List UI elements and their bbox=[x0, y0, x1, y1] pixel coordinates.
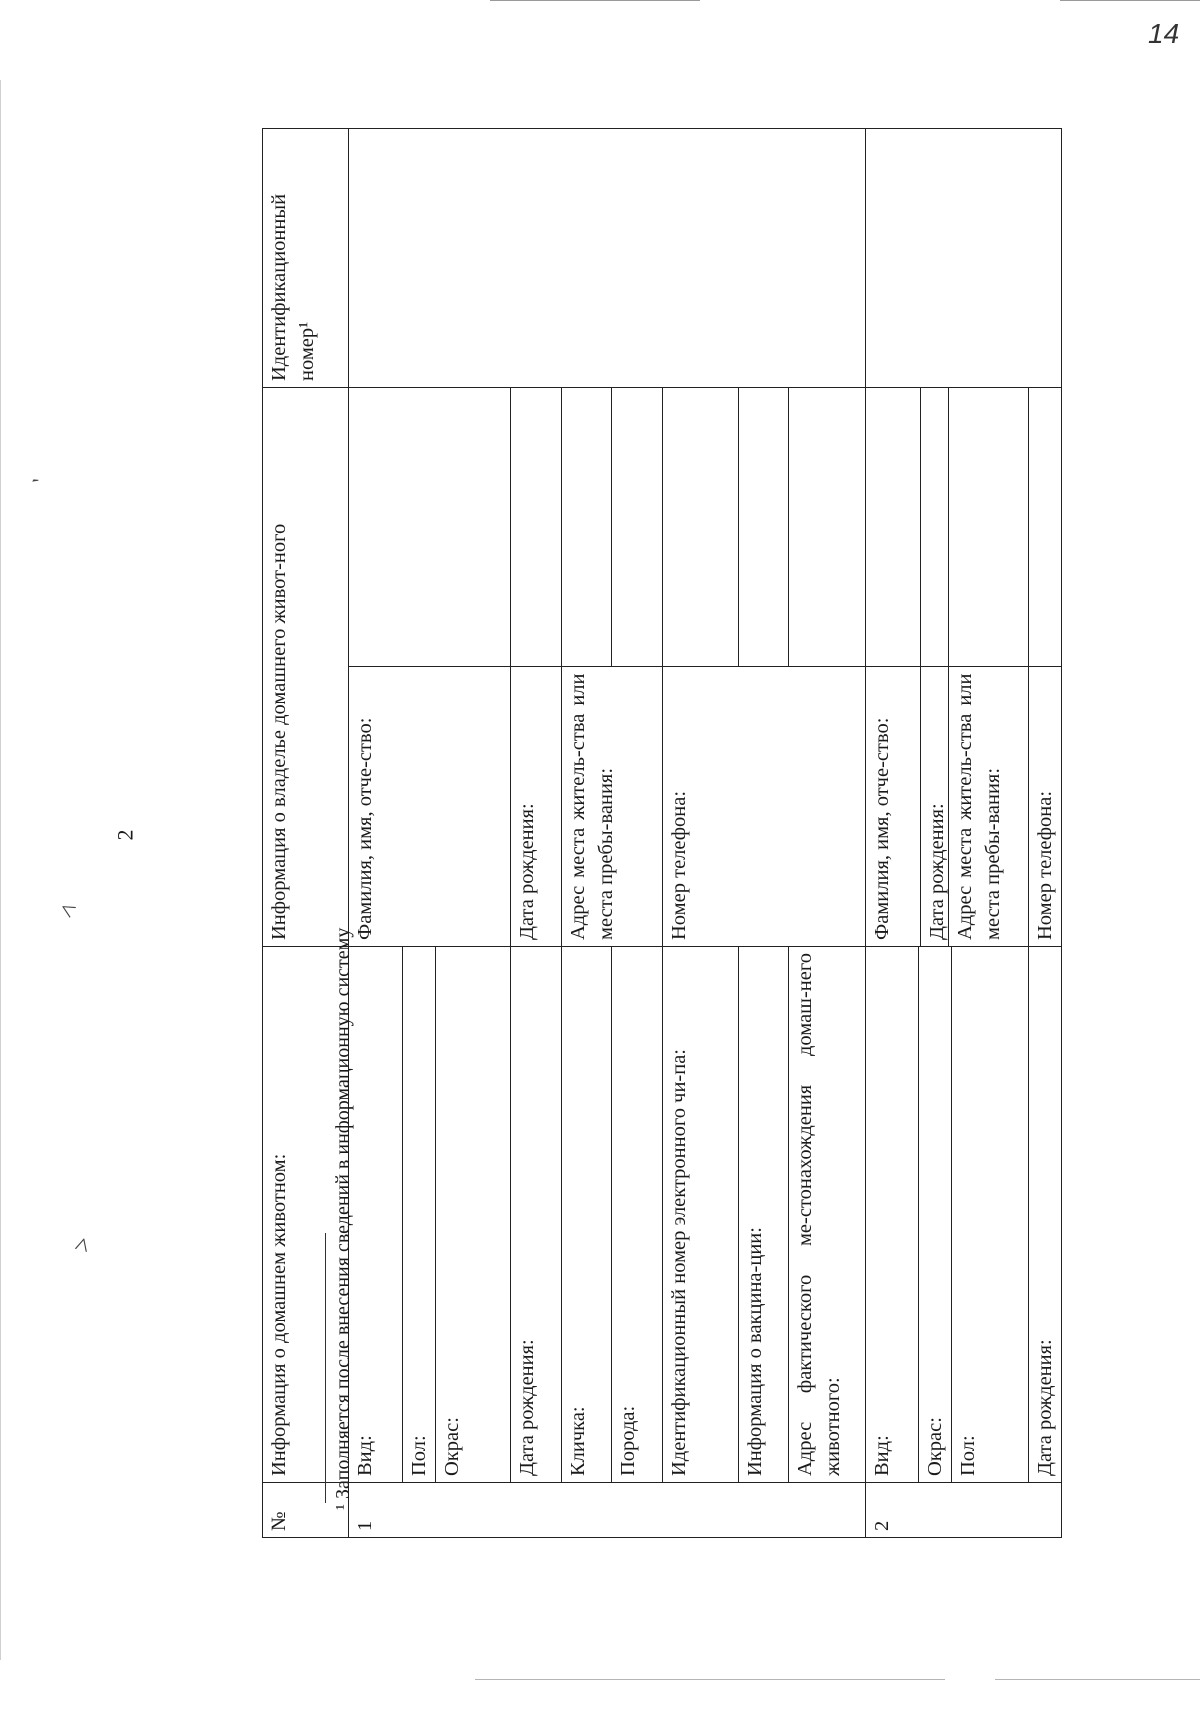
owner-field: Дата рождения: bbox=[921, 668, 949, 947]
animal-field: Пол: bbox=[951, 947, 1028, 1483]
scan-edge-bottom-right bbox=[995, 1679, 1200, 1680]
owner-field: Номер телефона: bbox=[663, 667, 866, 947]
owner-field: Номер телефона: bbox=[1034, 790, 1056, 940]
animal-field: Дата рождения: bbox=[511, 947, 562, 1483]
animal-field: Порода: bbox=[612, 947, 663, 1483]
scan-speck: ˂ bbox=[53, 893, 82, 926]
row-number: 1 bbox=[349, 1483, 866, 1538]
footnote: ¹ Заполняется после внесения сведений в информационную систему bbox=[332, 927, 354, 1510]
animal-field: Окрас: bbox=[436, 947, 511, 1483]
header-id-number: Идентификационный номер¹ bbox=[263, 129, 349, 388]
owner-field: Дата рождения: bbox=[511, 667, 562, 947]
animal-field: Вид: bbox=[349, 947, 403, 1483]
rotated-table-wrapper bbox=[262, 128, 1062, 1538]
animal-field: Кличка: bbox=[562, 947, 612, 1483]
owner-value bbox=[511, 388, 562, 668]
owner-value bbox=[562, 388, 612, 668]
animal-field: Вид: bbox=[866, 947, 919, 1483]
animal-field: Окрас: bbox=[918, 947, 951, 1483]
scan-edge-left bbox=[0, 80, 1, 1660]
pet-registry-table bbox=[262, 128, 1062, 1538]
owner-value bbox=[789, 388, 866, 668]
animal-field: Дата рождения: bbox=[1028, 947, 1061, 1483]
header-animal-info: Информация о домашнем животном: bbox=[263, 947, 349, 1483]
scan-edge-top bbox=[490, 0, 700, 1]
header-number: № bbox=[263, 1483, 349, 1538]
owner-value bbox=[663, 388, 739, 668]
owner-value bbox=[612, 388, 663, 668]
animal-field: Адрес фактического ме-стонахождения домаш-него животного: bbox=[789, 947, 866, 1483]
scan-speck: ‵ bbox=[28, 474, 57, 495]
id-number-value bbox=[866, 129, 1062, 388]
handwritten-page-mark: 14 bbox=[1148, 18, 1180, 49]
owner-value bbox=[739, 388, 789, 668]
row-number: 2 bbox=[866, 1483, 1062, 1538]
owner-value bbox=[921, 388, 949, 667]
owner-field: Адрес места житель-ства или места пребы-вания: bbox=[562, 667, 663, 947]
table-row bbox=[349, 129, 403, 1538]
owner-labels-stack bbox=[866, 667, 1062, 947]
scan-speck: ˄ bbox=[71, 1228, 94, 1261]
footnote-separator bbox=[325, 1233, 326, 1503]
animal-field: Информация о вакцина-ции: bbox=[739, 947, 789, 1483]
owner-field: Адрес места житель-ства или места пребы-вания: bbox=[949, 668, 1029, 947]
animal-field: Пол: bbox=[403, 947, 436, 1483]
owner-values-stack bbox=[866, 388, 1062, 668]
owner-value bbox=[949, 388, 1029, 667]
scan-edge-bottom bbox=[475, 1679, 945, 1680]
header-owner-info: Информация о владелье домашнего живот-ного bbox=[263, 388, 349, 947]
owner-value bbox=[866, 388, 921, 667]
scan-edge-top-right bbox=[1060, 0, 1200, 1]
table-row bbox=[866, 129, 919, 1538]
owner-field: Фамилия, имя, отче-ство: bbox=[866, 668, 921, 947]
id-number-value bbox=[349, 129, 866, 388]
page-number: 2 bbox=[112, 829, 138, 841]
owner-value bbox=[349, 388, 511, 668]
animal-field: Идентификационный номер электронного чи-па: bbox=[663, 947, 739, 1483]
owner-field: Фамилия, имя, отче-ство: bbox=[349, 667, 511, 947]
